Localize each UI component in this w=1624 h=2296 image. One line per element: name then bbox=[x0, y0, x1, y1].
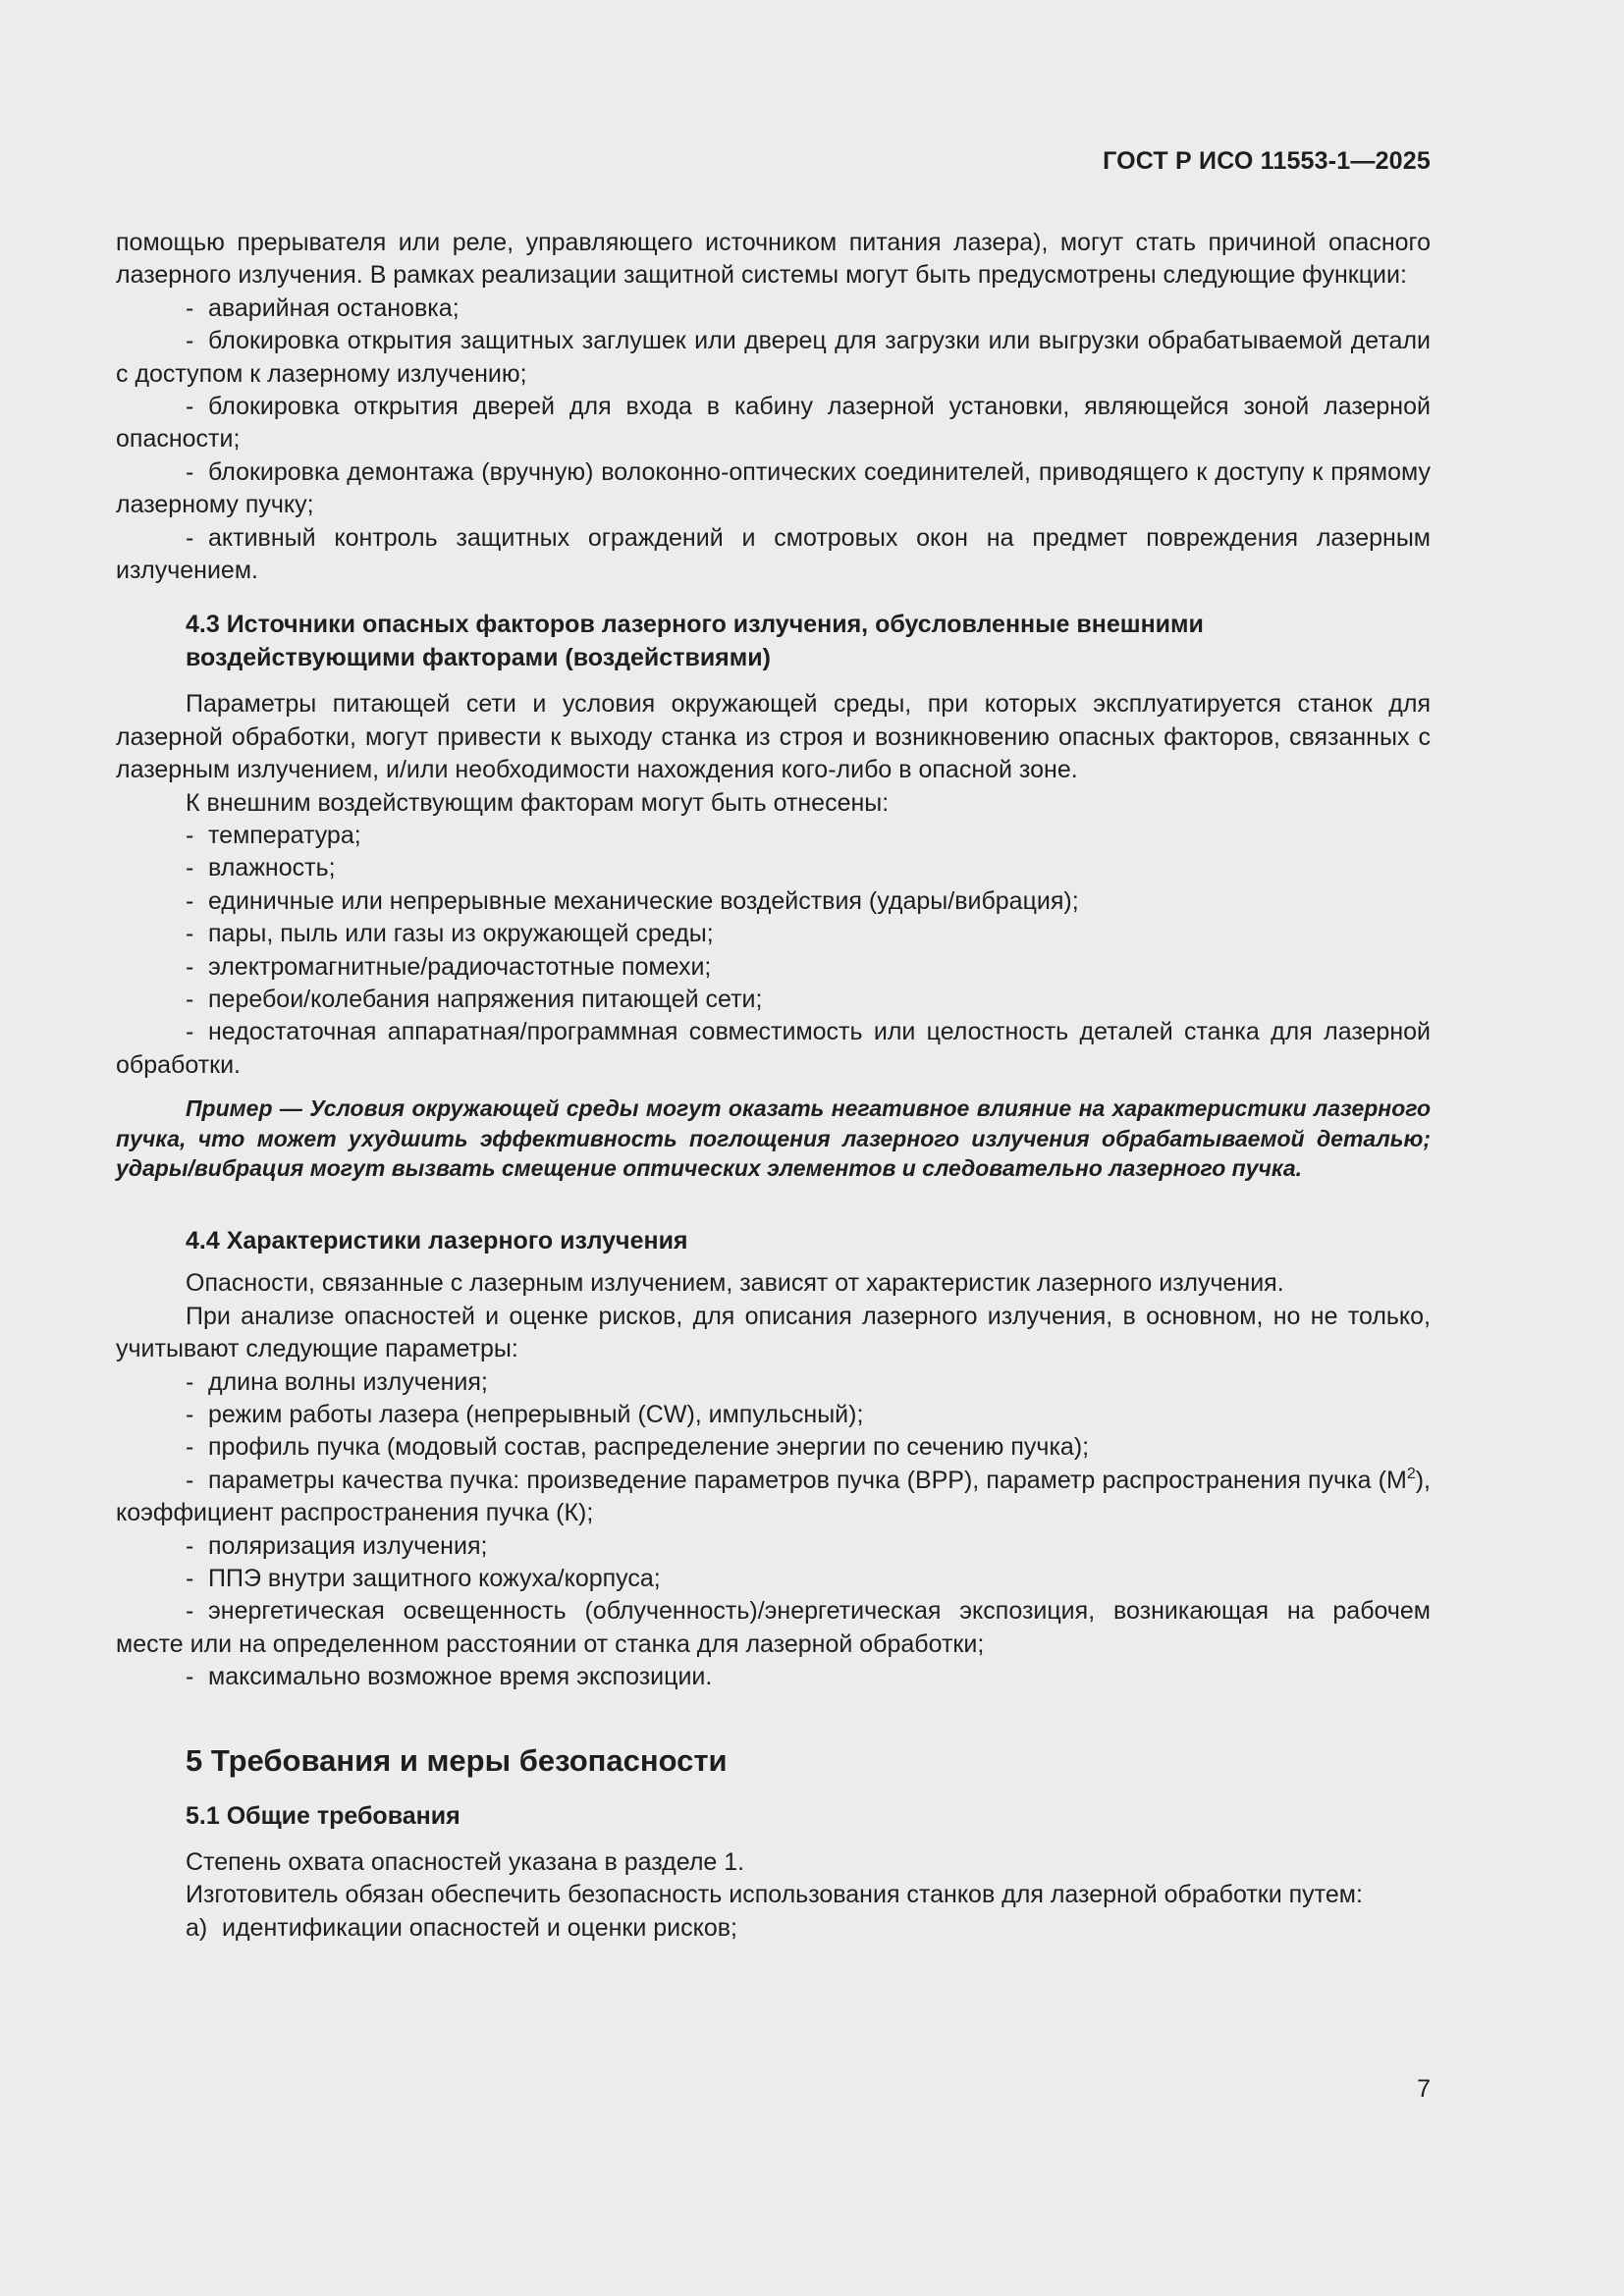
list-item: - блокировка открытия защитных заглушек или дверец для загрузки или выгрузки обрабатываемой детали с доступом к лазерному излучению; bbox=[116, 327, 1431, 388]
list-item: - влажность; bbox=[186, 854, 336, 882]
list-item: - пары, пыль или газы из окружающей среды; bbox=[186, 920, 714, 948]
section-4-3-paragraph: Параметры питающей сети и условия окружающей среды, при которых эксплуатируется станок для лазерной обработки, могут привести к выходу станка из строя и возникновению опасных факторов, связанных с лазерным излучением, и/или необходимости нахождения кого-либо в опасной зоне. bbox=[116, 690, 1431, 784]
page-content bbox=[116, 227, 1431, 1945]
superscript: 2 bbox=[1406, 1465, 1416, 1482]
section-5-heading: 5 Требования и меры безопасности bbox=[186, 1742, 728, 1778]
section-5-1-paragraph: Степень охвата опасностей указана в разделе 1. bbox=[186, 1848, 745, 1877]
list-item: - аварийная остановка; bbox=[116, 293, 1431, 325]
intro-paragraph: помощью прерывателя или реле, управляющего источником питания лазера), могут стать причиной опасного лазерного излучения. В рамках реализации защитной системы могут быть предусмотрены следующие функции: bbox=[116, 229, 1431, 290]
list-dash: - bbox=[186, 327, 194, 355]
list-item: - профиль пучка (модовый состав, распределение энергии по сечению пучка); bbox=[186, 1433, 1090, 1462]
section-4-3-heading: 4.3 Источники опасных факторов лазерного излучения, обусловленные внешними воздействующими факторами (воздействиями) bbox=[186, 611, 1204, 671]
document-page bbox=[116, 0, 1431, 2296]
list-marker: а) bbox=[186, 1913, 208, 1942]
list-item: - температура; bbox=[186, 821, 361, 849]
section-5-1-paragraph: Изготовитель обязан обеспечить безопасность использования станков для лазерной обработки путем: bbox=[186, 1881, 1363, 1909]
list-item: - электромагнитные/радиочастотные помехи; bbox=[186, 952, 712, 981]
list-item: - длина волны излучения; bbox=[186, 1367, 488, 1396]
list-item: - режим работы лазера (непрерывный (CW), импульсный); bbox=[186, 1400, 864, 1428]
list-dash: - bbox=[186, 393, 194, 421]
section-5-1-heading: 5.1 Общие требования bbox=[186, 1801, 460, 1830]
list-dash: - bbox=[186, 294, 194, 322]
page-number: 7 bbox=[1417, 2075, 1431, 2103]
list-item: - параметры качества пучка: произведение параметров пучка (ВРР), параметр распространения пучка $(М^2)$, коэффициент распространения пучка (К); bbox=[116, 1465, 1431, 1527]
list-item: - активный контроль защитных ограждений и смотровых окон на предмет повреждения лазерным излучением. bbox=[116, 523, 1431, 585]
section-4-4-intro-list: При анализе опасностей и оценке рисков, для описания лазерного излучения, в основном, но не только, учитывают следующие параметры: bbox=[116, 1302, 1431, 1363]
list-item: - максимально возможное время экспозиции. bbox=[186, 1663, 713, 1691]
section-4-4-heading: 4.4 Характеристики лазерного излучения bbox=[186, 1226, 688, 1255]
example-note: Пример — Условия окружающей среды могут оказать негативное влияние на характеристики лазерного пучка, что может ухудшить эффективность поглощения лазерного излучения обрабатываемой деталью; удары/вибрация могут вызвать смещение оптических элементов и следовательно лазерного пучка. bbox=[116, 1095, 1431, 1182]
list-item: - единичные или непрерывные механические воздействия (удары/вибрация); bbox=[186, 886, 1079, 915]
list-item: - энергетическая освещенность (облученность)/энергетическая экспозиция, возникающая на рабочем месте или на определенном расстоянии от станка для лазерной обработки; bbox=[116, 1597, 1431, 1658]
list-dash: - bbox=[186, 457, 194, 486]
list-item: а) идентификации опасностей и оценки рисков; bbox=[116, 1912, 1431, 1945]
section-4-3-intro-list: К внешним воздействующим факторам могут быть отнесены: bbox=[186, 788, 890, 817]
list-item: - перебои/колебания напряжения питающей сети; bbox=[186, 985, 763, 1013]
section-4-4-paragraph: Опасности, связанные с лазерным излучением, зависят от характеристик лазерного излучения. bbox=[186, 1269, 1284, 1298]
list-item: - поляризация излучения; bbox=[186, 1531, 488, 1560]
document-id: ГОСТ Р ИСО 11553-1—2025 bbox=[1103, 147, 1431, 175]
list-item: - недостаточная аппаратная/программная совместимость или целостность деталей станка для лазерной обработки. bbox=[116, 1018, 1431, 1079]
list-item: - блокировка демонтажа (вручную) волоконно-оптических соединителей, приводящего к доступу к прямому лазерному пучку; bbox=[116, 457, 1431, 519]
list-item: - ППЭ внутри защитного кожуха/корпуса; bbox=[186, 1565, 661, 1592]
list-item: - блокировка открытия дверей для входа в кабину лазерной установки, являющейся зоной лазерной опасности; bbox=[116, 393, 1431, 454]
list-dash: - bbox=[186, 523, 194, 552]
